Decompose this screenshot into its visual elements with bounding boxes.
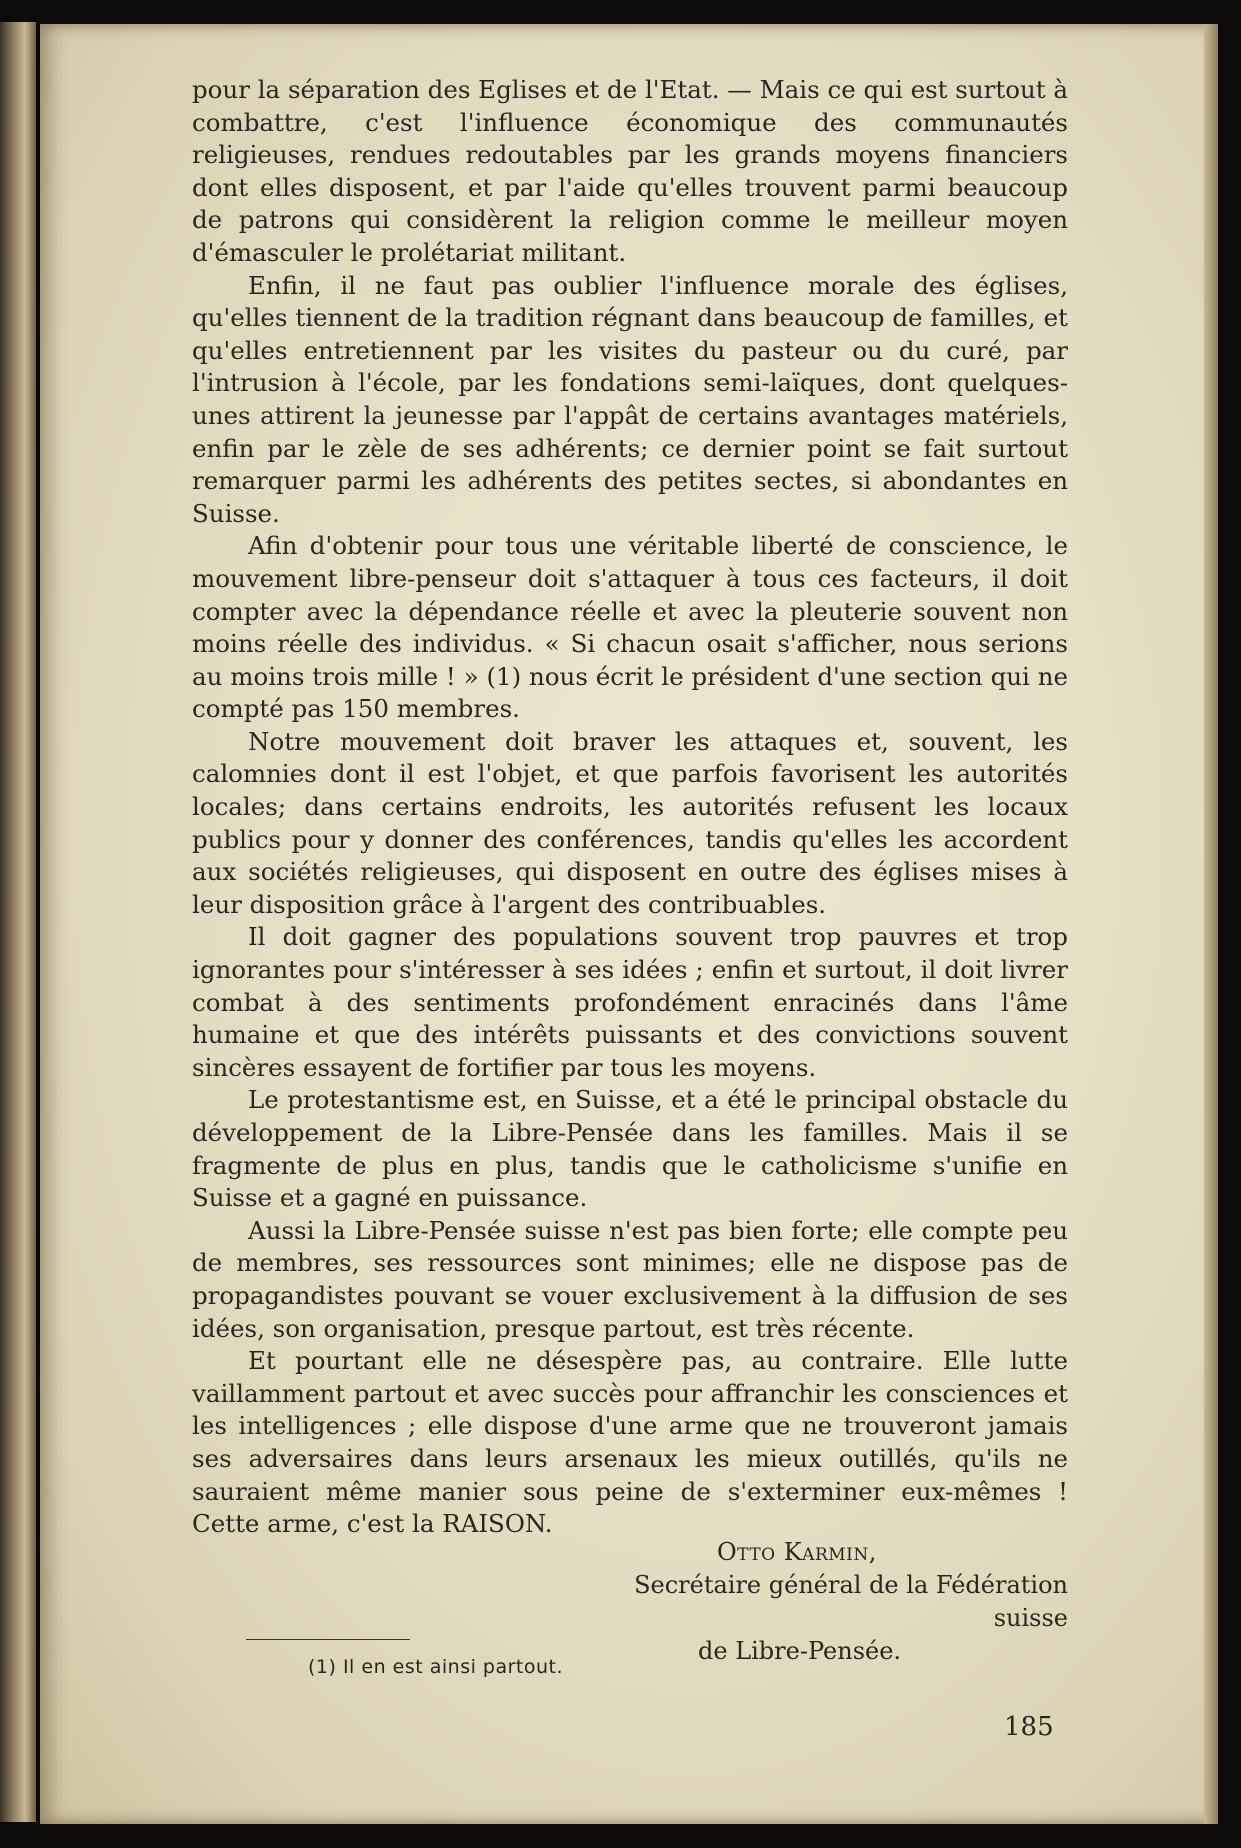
author-title: Secrétaire général de la Fédération suisse	[634, 1571, 1068, 1632]
paragraph: Il doit gagner des populations souvent trop pauvres et trop ignorantes pour s'intéresser à ses idées ; enfin et surtout, il doit livrer combat à des sentiments profondément enracinés dans l'âme humaine et que des intérêts puissants et des convictions souvent sincères essayent de fortifier par tous les moyens.	[192, 922, 1068, 1082]
paragraph: Aussi la Libre-Pensée suisse n'est pas bien forte; elle compte peu de membres, ses ressources sont minimes; elle ne dispose pas de propagandistes pouvant se vouer exclusivement à la diffusion de ses idées, son organisation, presque partout, est très récente.	[192, 1215, 1068, 1343]
paragraph: pour la séparation des Eglises et de l'Etat. — Mais ce qui est surtout à combattre, c'est l'influence économique des communautés religieuses, rendues redoutables par les grands moyens financiers dont elles disposent, et par l'aide qu'elles trouvent parmi beaucoup de patrons qui considèrent la religion comme le meilleur moyen d'émasculer le prolétariat militant.	[192, 75, 1068, 267]
paragraph: Enfin, il ne faut pas oublier l'influence morale des églises, qu'elles tiennent de la tradition régnant dans beaucoup de familles, et qu'elles entretiennent par les visites du pasteur ou du curé, par l'intrusion à l'école, par les fondations semi-laïques, dont quelques-unes attirent la jeunesse par l'appât de certains avantages matériels, enfin par le zèle de ses adhérents; ce dernier point se fait surtout remarquer parmi les adhérents des petites sectes, si abondantes en Suisse.	[192, 270, 1068, 528]
page-number: 185	[1004, 1712, 1054, 1742]
signature-block	[560, 1536, 1068, 1668]
author-name: Otto Karmin,	[717, 1538, 877, 1566]
author-organization: de Libre-Pensée.	[698, 1637, 902, 1665]
footnote-divider	[246, 1639, 410, 1640]
paragraph: Notre mouvement doit braver les attaques et, souvent, les calomnies dont il est l'objet, et que parfois favorisent les autorités locales; dans certains endroits, les autorités refusent les locaux publics pour y donner des conférences, tandis qu'elles les accordent aux sociétés religieuses, qui disposent en outre des églises mises à leur disposition grâce à l'argent des contribuables.	[192, 726, 1068, 919]
footnote: (1) Il en est ainsi partout.	[308, 1656, 564, 1678]
previous-page-edge	[0, 22, 36, 1822]
paragraph: Et pourtant elle ne désespère pas, au contraire. Elle lutte vaillamment partout et avec succès pour affranchir les consciences et les intelligences ; elle dispose d'une arme que ne trouveront jamais ses adversaires dans leurs arsenaux les mieux outillés, qu'ils ne sauraient même manier sous peine de s'exterminer eux-mêmes ! Cette arme, c'est la RAISON.	[192, 1346, 1068, 1539]
page-edge	[1204, 24, 1218, 1824]
paragraph: Le protestantisme est, en Suisse, et a été le principal obstacle du développement de la Libre-Pensée dans les familles. Mais il se fragmente de plus en plus, tandis que le catholicisme s'unifie en Suisse et a gagné en puissance.	[192, 1085, 1068, 1213]
body-text	[192, 74, 1068, 1541]
paragraph: Afin d'obtenir pour tous une véritable liberté de conscience, le mouvement libre-penseur doit s'attaquer à tous ces facteurs, il doit compter avec la dépendance réelle et avec la pleuterie souvent non moins réelle des individus. « Si chacun osait s'afficher, nous serions au moins trois mille ! » (1) nous écrit le président d'une section qui ne compté pas 150 membres.	[192, 531, 1068, 724]
